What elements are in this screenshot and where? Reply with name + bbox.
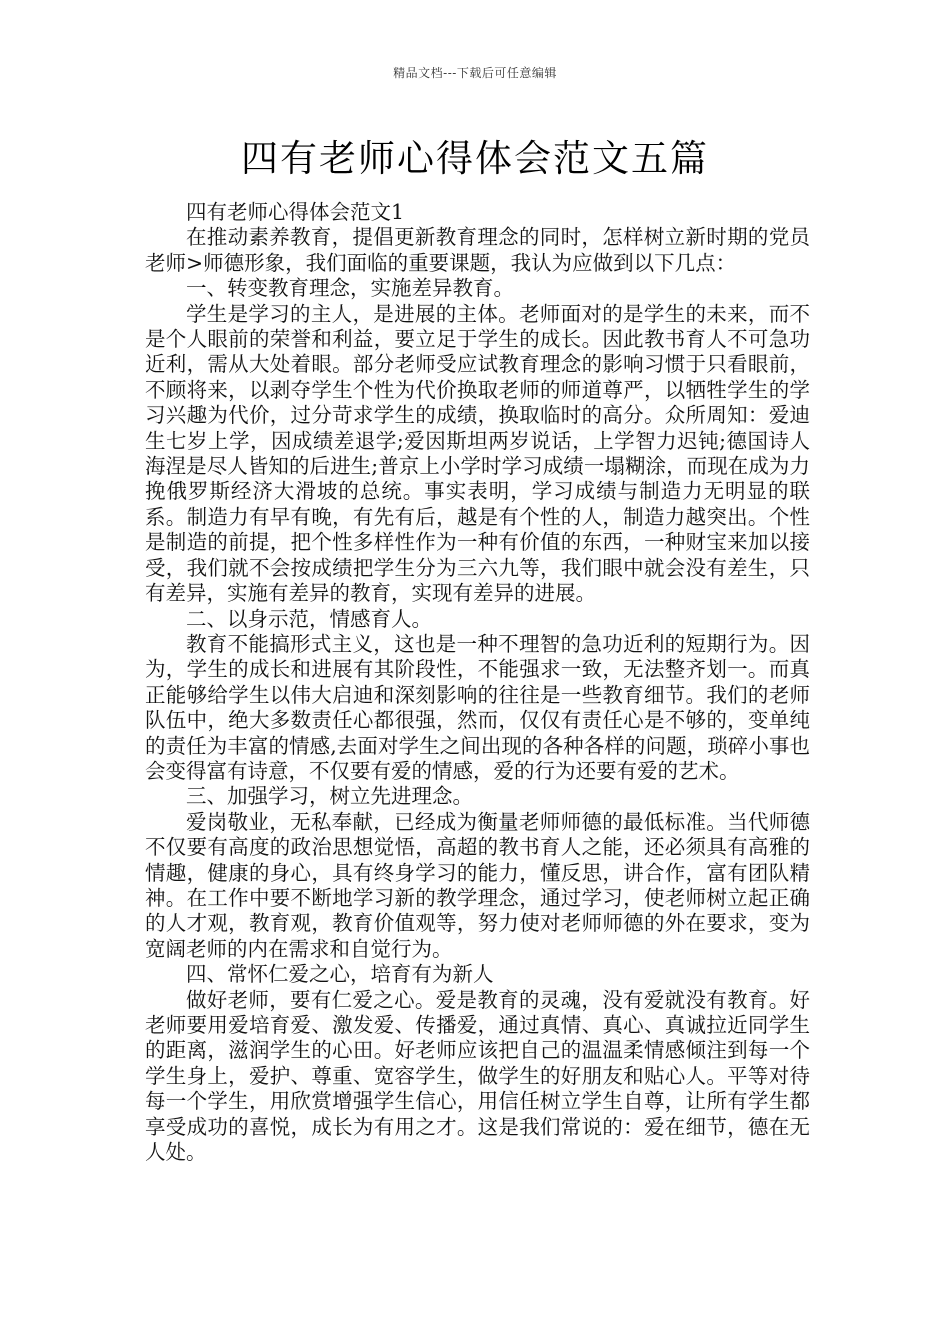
point-heading-1: 一、转变教育理念，实施差异教育。 [186, 276, 514, 301]
point-heading-4: 四、常怀仁爱之心，培育有为新人 [186, 962, 494, 987]
header-note: 精品文档---下载后可任意编辑 [393, 66, 557, 80]
document-title: 四有老师心得体会范文五篇 [241, 137, 709, 180]
section-heading: 四有老师心得体会范文1 [186, 200, 405, 224]
document-body [145, 200, 810, 1165]
point-heading-2: 二、以身示范，情感育人。 [186, 606, 432, 631]
point-paragraph-3: 爱岗敬业，无私奉献，已经成为衡量老师师德的最低标准。当代师德不仅要有高度的政治思想觉悟，高超的教书育人之能，还必须具有高雅的情趣，健康的身心，具有终身学习的能力，懂反思，讲合作，富有团队精神。在工作中要不断地学习新的教学理念，通过学习，使老师树立起正确的人才观，教育观，教育价值观等，努力使对老师师德的外在要求，变为宽阔老师的内在需求和自觉行为。 [145, 809, 810, 961]
point-paragraph-2: 教育不能搞形式主义，这也是一种不理智的急功近利的短期行为。因为，学生的成长和进展有其阶段性，不能强求一致，无法整齐划一。而真正能够给学生以伟大启迪和深刻影响的往往是一些教育细节。我们的老师队伍中，绝大多数责任心都很强，然而，仅仅有责任心是不够的，变单纯的责任为丰富的情感,去面对学生之间出现的各种各样的问题，琐碎小事也会变得富有诗意，不仅要有爱的情感，爱的行为还要有爱的艺术。 [145, 631, 810, 783]
point-paragraph-1: 学生是学习的主人，是进展的主体。老师面对的是学生的未来，而不是个人眼前的荣誉和利益，要立足于学生的成长。因此教书育人不可急功近利，需从大处着眼。部分老师受应试教育理念的影响习惯于只看眼前，不顾将来，以剥夺学生个性为代价换取老师的师道尊严，以牺牲学生的学习兴趣为代价，过分苛求学生的成绩，换取临时的高分。众所周知：爱迪生七岁上学，因成绩差退学;爱因斯坦两岁说话，上学智力迟钝;德国诗人海涅是尽人皆知的后进生;普京上小学时学习成绩一塌糊涂，而现在成为力挽俄罗斯经济大滑坡的总统。事实表明，学习成绩与制造力无明显的联系。制造力有早有晚，有先有后，越是有个性的人，制造力越突出。个性是制造的前提，把个性多样性作为一种有价值的东西，一种财宝来加以接受，我们就不会按成绩把学生分为三六九等，我们眼中就会没有差生，只有差异，实施有差异的教育，实现有差异的进展。 [145, 301, 810, 606]
intro-paragraph: 在推动素养教育，提倡更新教育理念的同时，怎样树立新时期的党员老师>师德形象，我们面临的重要课题，我认为应做到以下几点： [145, 225, 810, 275]
point-paragraph-4: 做好老师，要有仁爱之心。爱是教育的灵魂，没有爱就没有教育。好老师要用爱培育爱、激发爱、传播爱，通过真情、真心、真诚拉近同学生的距离，滋润学生的心田。好老师应该把自己的温温柔情感倾注到每一个学生身上，爱护、尊重、宽容学生，做学生的好朋友和贴心人。平等对待每一个学生，用欣赏增强学生信心，用信任树立学生自尊，让所有学生都享受成功的喜悦，成长为有用之才。这是我们常说的：爱在细节，德在无人处。 [145, 987, 810, 1165]
point-heading-3: 三、加强学习，树立先进理念。 [186, 784, 473, 809]
